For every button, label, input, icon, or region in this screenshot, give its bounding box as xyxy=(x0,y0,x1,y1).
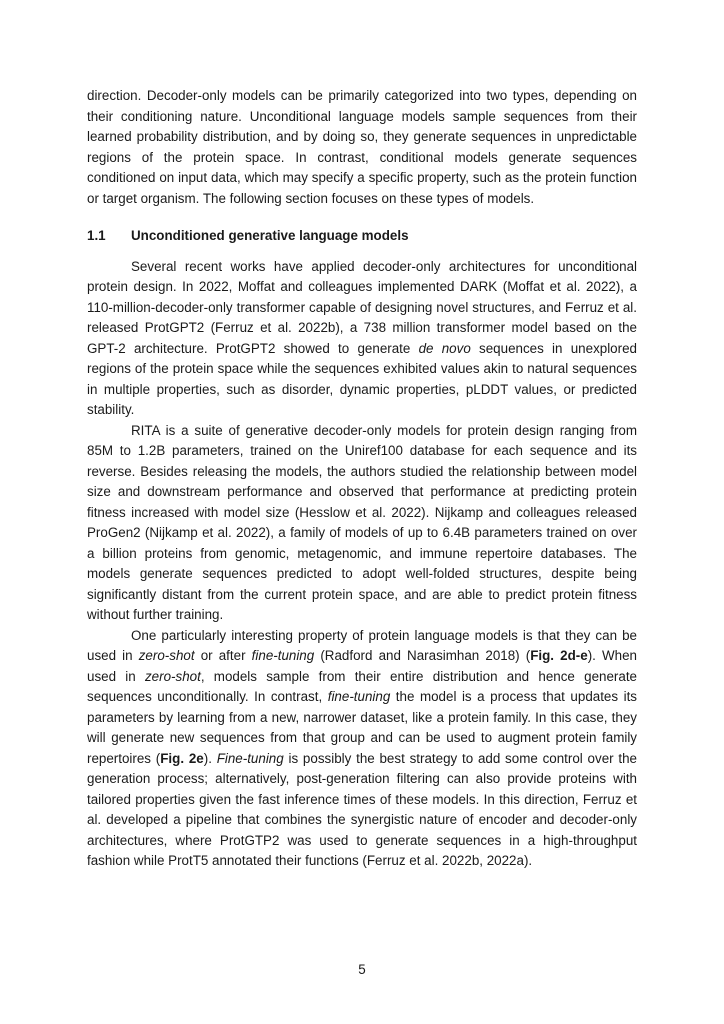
figure-reference: Fig. 2e xyxy=(160,750,204,766)
section-heading xyxy=(87,226,637,247)
italic-term: fine-tuning xyxy=(251,648,315,663)
text-run: is possibly the best strategy to add some control over the generation process; alternatively, post-generation filtering can also provide proteins with tailored properties given the fast inference times of these models. In this direction, Ferruz et al. developed a pipeline that combines the synergistic nature of encoder and decoder-only architectures, where ProtGTP2 was used to generate sequences in a high-throughput fashion while ProtT5 annotated their functions (Ferruz et al. 2022b, 2022a). xyxy=(87,750,638,868)
italic-term: zero-shot xyxy=(138,648,195,663)
section-number: 1.1 xyxy=(87,228,106,243)
page-body xyxy=(87,86,637,872)
intro-paragraph: direction. Decoder-only models can be primarily categorized into two types, depending on their conditioning nature. Unconditional language models sample sequences from their learned probability distribution, and by doing so, they generate sequences in unpredictable regions of the protein space. In contrast, conditional models generate sequences conditioned on input data, which may specify a specific property, such as the protein function or target organism. The following section focuses on these types of models. xyxy=(87,88,637,206)
text-run: ). xyxy=(203,750,217,766)
text-run: Several recent works have applied decoder-only architectures for unconditional protein design. In 2022, Moffat and colleagues implemented DARK (Moffat et al. 2022), a 110-million-decoder-only transformer capable of designing novel structures, and Ferruz et al. released ProtGPT2 (Ferruz et al. 2022b), a 738 million transformer model based on the GPT-2 architecture. ProtGPT2 showed to generate xyxy=(87,258,637,356)
italic-term: Fine-tuning xyxy=(216,750,284,766)
italic-term: zero-shot xyxy=(144,668,201,684)
paragraph-rita-progen2: RITA is a suite of generative decoder-only models for protein design ranging from 85M to 1.2B parameters, trained on the Uniref100 database for each sequence and its reverse. Besides releasing the models, the authors studied the relationship between model size and downstream performance and observed that performance at predicting protein fitness increased with model size (Hesslow et al. 2022). Nijkamp and colleagues released ProGen2 (Nijkamp et al. 2022), a family of models of up to 6.4B parameters trained on over a billion proteins from genomic, metagenomic, and immune repertoire databases. The models generate sequences predicted to adopt well-folded structures, despite being significantly distant from the current protein space, and are able to predict protein fitness without further training. xyxy=(87,422,637,622)
italic-term: fine-tuning xyxy=(327,689,391,704)
text-run: One particularly interesting property of protein language models is that they can be used in xyxy=(87,627,637,663)
text-run: (Radford and Narasimhan 2018) ( xyxy=(314,648,531,663)
figure-reference: Fig. 2d-e xyxy=(530,648,588,663)
text-run: , models sample from their entire distribution and hence generate sequences unconditionally. In contrast, xyxy=(87,668,637,704)
text-run: or after xyxy=(194,648,252,663)
paragraph-dark-protgpt2 xyxy=(87,257,637,421)
page-number: 5 xyxy=(358,962,366,977)
section-title: Unconditioned generative language models xyxy=(131,228,409,243)
text-run: ). When used in xyxy=(87,648,637,684)
italic-term: de novo xyxy=(418,340,471,356)
text-run: the model is a process that updates its parameters by learning from a new, narrower dataset, like a protein family. In this case, they will generate new sequences from that group and can be used to augment protein family repertoires ( xyxy=(87,689,637,766)
paragraph-zero-shot-fine-tuning xyxy=(87,626,637,872)
text-run: sequences in unexplored regions of the protein space while the sequences exhibited values akin to natural sequences in multiple properties, such as disorder, dynamic properties, pLDDT values, or predicted stability. xyxy=(87,340,637,417)
